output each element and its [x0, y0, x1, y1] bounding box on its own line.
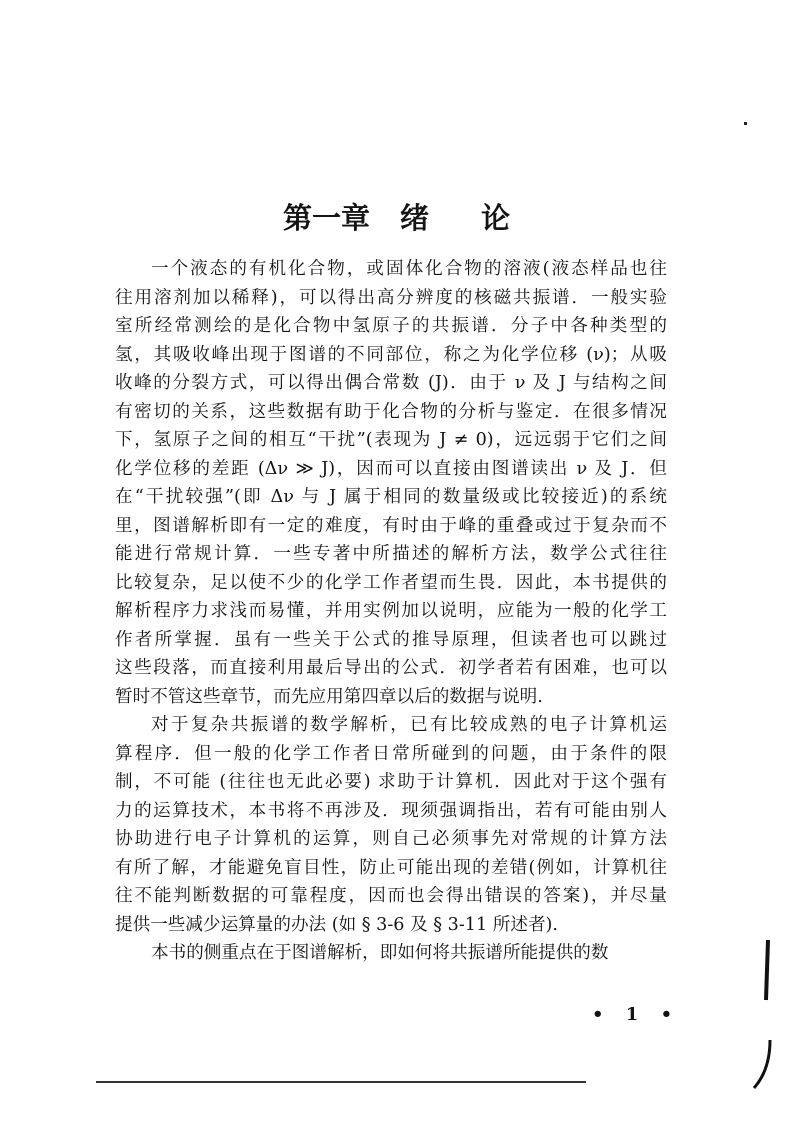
scan-edge-mark: [740, 930, 780, 1100]
body-text: [115, 255, 667, 968]
text-line: 提供一些减少运算量的办法 (如 § 3-6 及 § 3-11 所述者).: [115, 914, 559, 935]
text-line: 收峰的分裂方式，可以得出偶合常数 (J)．由于 ν 及 J 与结构之间: [115, 373, 667, 393]
text-line: 对于复杂共振谱的数学解析，已有比较成熟的电子计算机运: [151, 715, 667, 735]
text-line: 一个液态的有机化合物，或固体化合物的溶液(液态样品也往: [151, 259, 667, 279]
text-line: 制，不可能 (往往也无此必要) 求助于计算机．因此对于这个强有: [115, 772, 667, 792]
text-line: 解析程序力求浅而易懂，并用实例加以说明，应能为一般的化学工: [115, 601, 667, 621]
page-number: • 1 •: [592, 1004, 681, 1025]
text-line: 力的运算技术，本书将不再涉及．现须强调指出，若有可能由别人: [115, 800, 667, 821]
text-line: 下，氢原子之间的相互“干扰”(表现为 J ≠ 0)，远远弱于它们之间: [115, 430, 667, 450]
text-line: 本书的侧重点在于图谱解析，即如何将共振谱所能提供的数: [151, 943, 609, 963]
text-line: 协助进行电子计算机的运算，则自己必须事先对常规的计算方法: [115, 829, 667, 849]
text-line: 里，图谱解析即有一定的难度，有时由于峰的重叠或过于复杂而不: [115, 515, 667, 536]
scan-speck: [744, 122, 747, 125]
text-line: 有所了解，才能避免盲目性，防止可能出现的差错(例如，计算机往: [115, 857, 667, 878]
text-line: 往用溶剂加以稀释)，可以得出高分辨度的核磁共振谱．一般实验: [115, 287, 667, 308]
chapter-number: 第一章: [282, 201, 370, 235]
text-line: 室所经常测绘的是化合物中氢原子的共振谱．分子中各种类型的: [115, 316, 667, 336]
text-line: 化学位移的差距 (Δν ≫ J)，因而可以直接由图谱读出 ν 及 J．但: [115, 458, 667, 479]
chapter-title-char-1: 绪: [399, 201, 429, 235]
chapter-title-char-2: 论: [481, 201, 511, 235]
text-line: 算程序．但一般的化学工作者日常所碰到的问题，由于条件的限: [115, 743, 667, 764]
text-line: 暂时不管这些章节，而先应用第四章以后的数据与说明.: [115, 686, 543, 707]
text-line: 在“干扰较强”(即 Δν 与 J 属于相同的数量级或比较接近)的系统: [115, 487, 667, 507]
text-line: 这些段落，而直接利用最后导出的公式．初学者若有困难，也可以: [115, 658, 667, 678]
chapter-title: [0, 196, 793, 237]
text-line: 有密切的关系，这些数据有助于化合物的分析与鉴定．在很多情况: [115, 401, 667, 422]
text-line: 往不能判断数据的可靠程度，因而也会得出错误的答案)，并尽量: [115, 886, 667, 906]
text-line: 作者所掌握．虽有一些关于公式的推导原理，但读者也可以跳过: [115, 629, 667, 650]
text-line: 能进行常规计算．一些专著中所描述的解析方法，数学公式往往: [115, 544, 667, 564]
bottom-rule: [96, 1081, 586, 1083]
text-line: 比较复杂，足以使不少的化学工作者望而生畏．因此，本书提供的: [115, 572, 667, 593]
text-line: 氢，其吸收峰出现于图谱的不同部位，称之为化学位移 (ν)；从吸: [115, 344, 667, 365]
